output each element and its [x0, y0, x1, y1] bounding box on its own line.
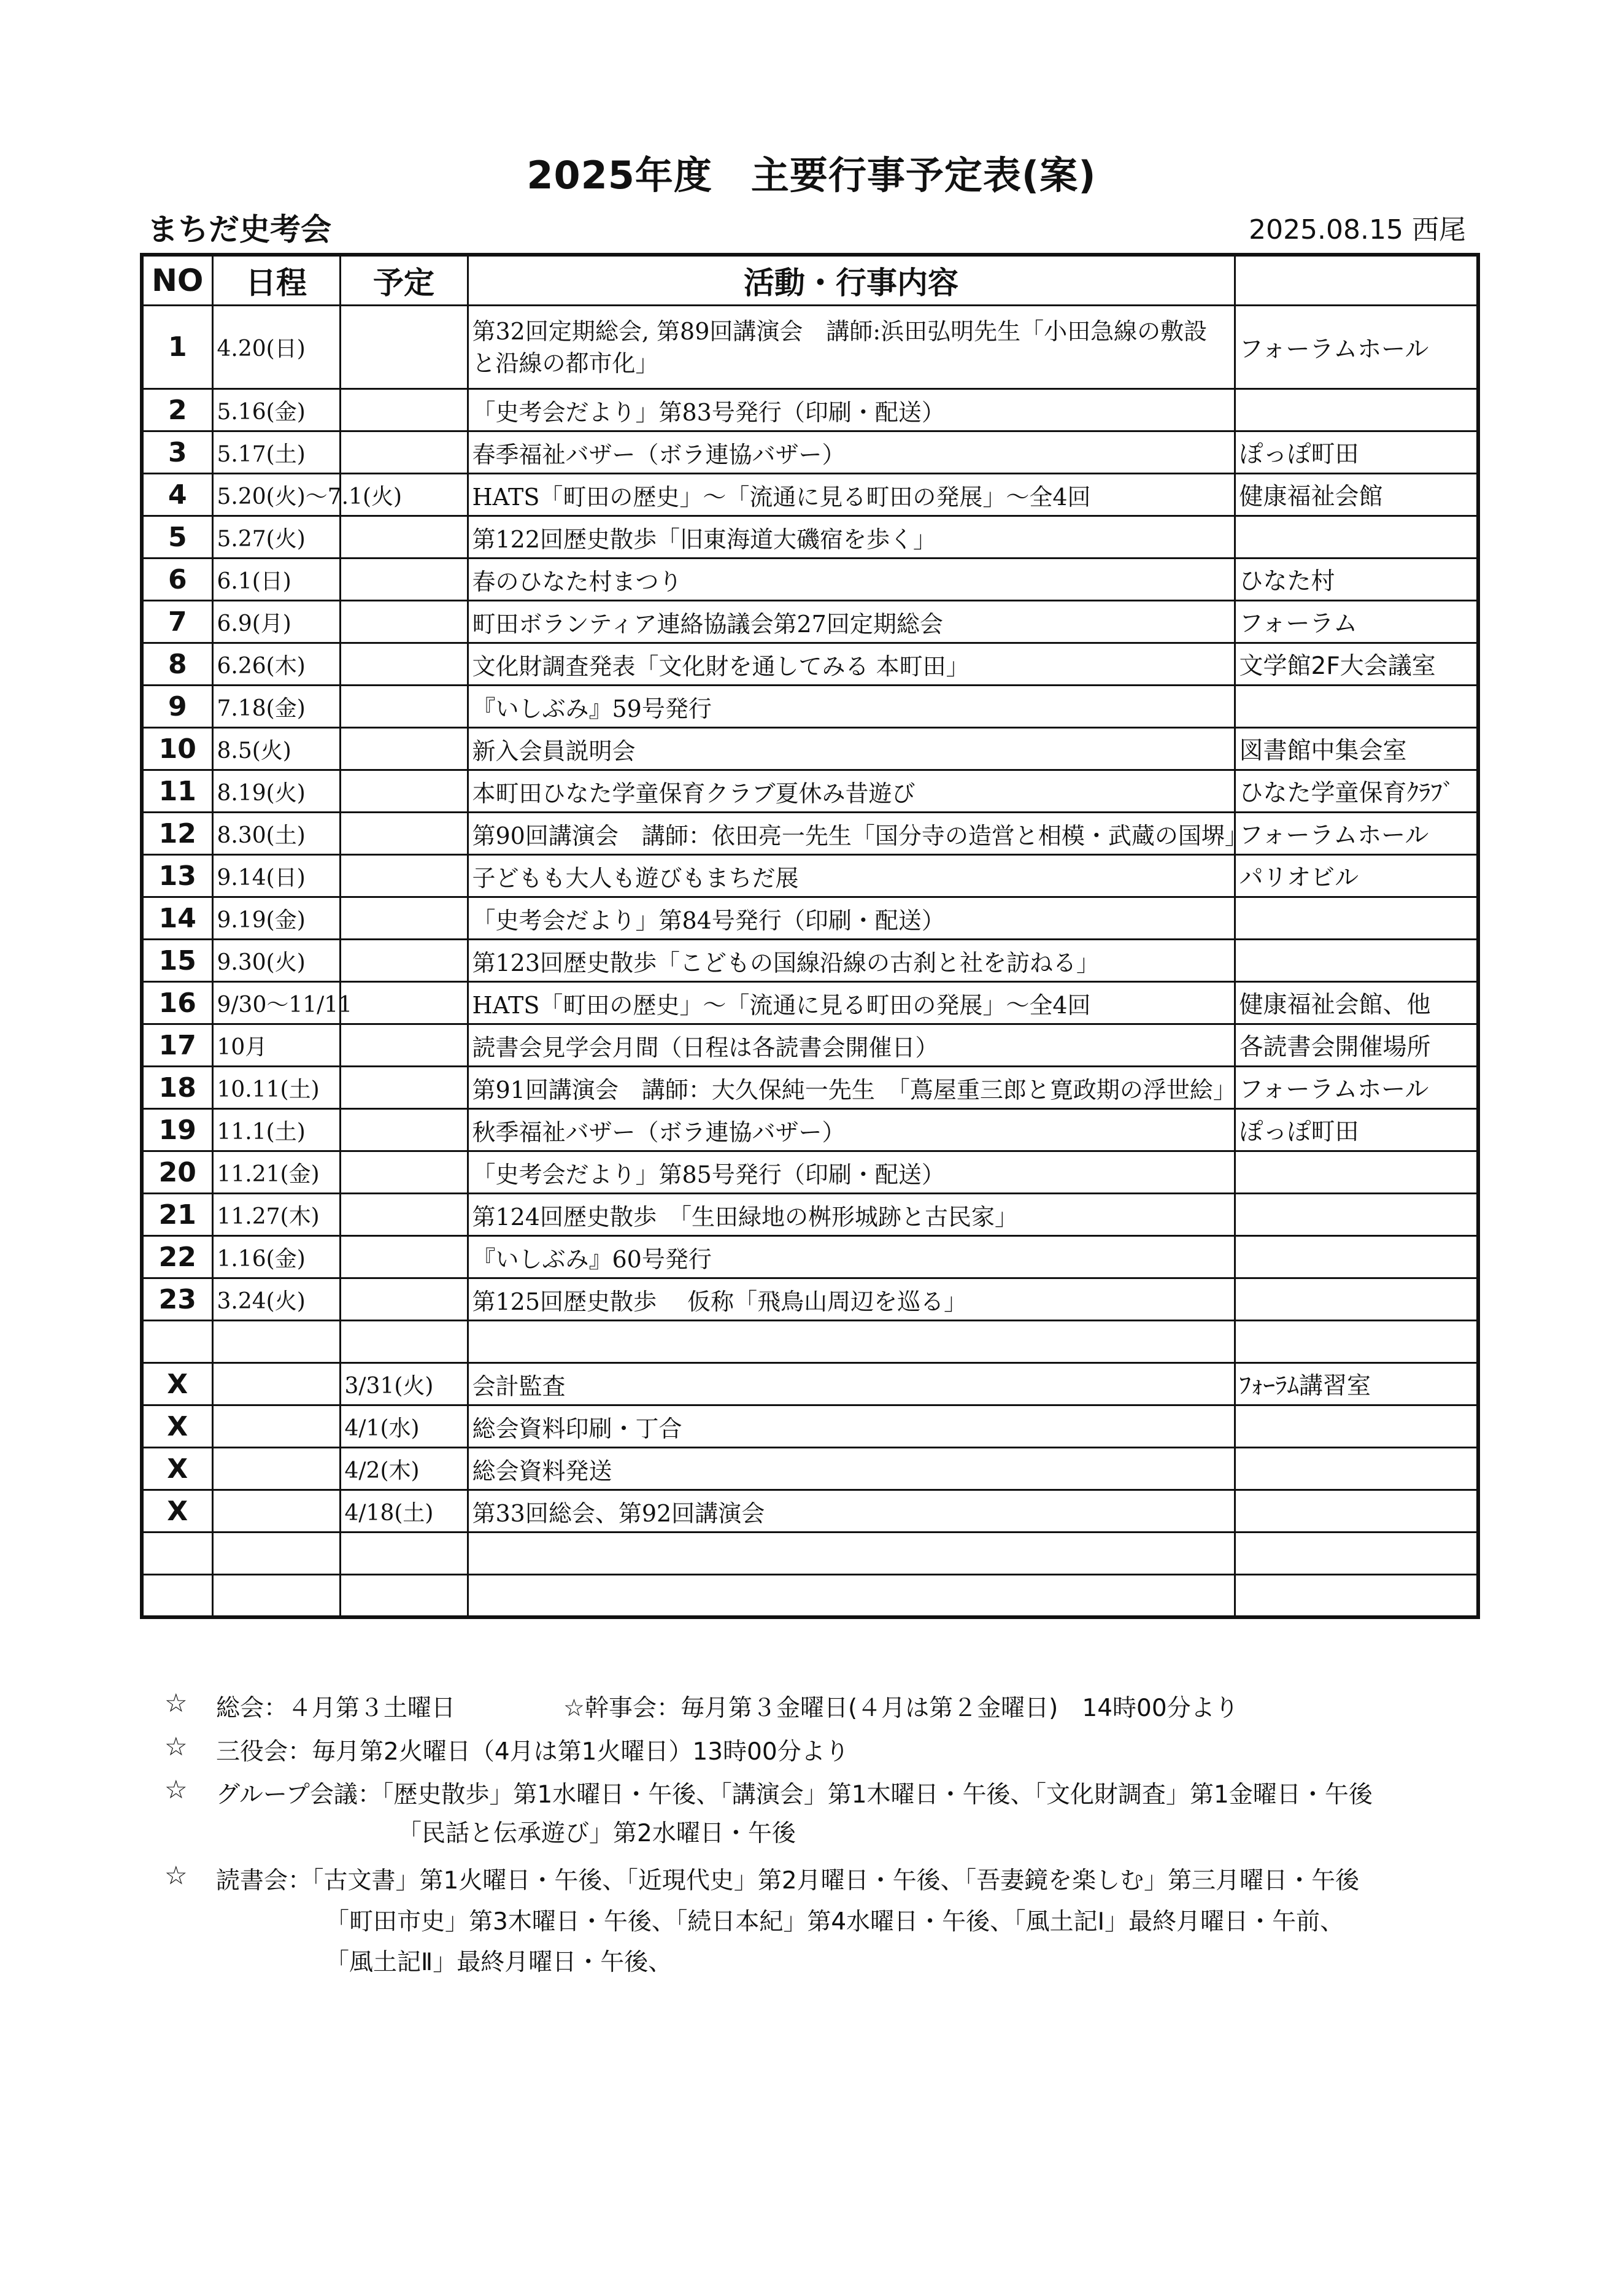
venue-cell — [1235, 1321, 1478, 1363]
activity-cell: 春季福祉バザー（ボラ連協バザー） — [468, 431, 1235, 474]
plan-cell — [340, 813, 468, 855]
activity-cell: HATS「町田の歴史」～「流通に見る町田の発展」～全4回 — [468, 982, 1235, 1024]
date-cell: 9.30(火) — [212, 940, 340, 982]
venue-cell: 健康福祉会館 — [1235, 474, 1478, 516]
activity-cell: 会計監査 — [468, 1363, 1235, 1405]
schedule-table — [140, 253, 1480, 1619]
no-cell: 15 — [142, 940, 212, 982]
blank-row — [142, 1575, 1478, 1617]
venue-cell — [1235, 1405, 1478, 1448]
date-cell: 5.20(火)～7.1(火) — [212, 474, 340, 516]
venue-cell: フォーラム — [1235, 601, 1478, 643]
date-cell: 11.21(金) — [212, 1151, 340, 1194]
no-cell: 3 — [142, 431, 212, 474]
venue-cell: 文学館2F大会議室 — [1235, 643, 1478, 686]
table-row — [142, 1109, 1478, 1151]
plan-cell — [340, 1194, 468, 1236]
venue-cell — [1235, 1194, 1478, 1236]
date-cell — [212, 1533, 340, 1575]
header-date: 日程 — [212, 255, 340, 306]
no-cell: 20 — [142, 1151, 212, 1194]
no-cell: 2 — [142, 389, 212, 431]
table-row — [142, 1490, 1478, 1533]
plan-cell — [340, 1067, 468, 1109]
date-cell: 6.26(木) — [212, 643, 340, 686]
plan-cell — [340, 643, 468, 686]
header-activity: 活動・行事内容 — [468, 255, 1235, 306]
plan-cell — [340, 516, 468, 559]
note-star-1: ☆ — [164, 1688, 188, 1718]
activity-cell: 『いしぶみ』60号発行 — [468, 1236, 1235, 1278]
table-row — [142, 813, 1478, 855]
note-general-meeting: 総会：４月第３土曜日 — [216, 1695, 456, 1722]
note-group-meetings-cont: 「民話と伝承遊び」第2水曜日・午後 — [398, 1820, 796, 1847]
plan-cell — [340, 431, 468, 474]
plan-cell — [340, 855, 468, 897]
venue-cell — [1235, 516, 1478, 559]
no-cell: 23 — [142, 1278, 212, 1321]
plan-cell — [340, 1278, 468, 1321]
date-cell — [212, 1448, 340, 1490]
activity-cell: 第123回歴史散歩「こどもの国線沿線の古刹と社を訪ねる」 — [468, 940, 1235, 982]
activity-cell: 「史考会だより」第85号発行（印刷・配送） — [468, 1151, 1235, 1194]
date-cell: 7.18(金) — [212, 686, 340, 728]
activity-cell: 総会資料発送 — [468, 1448, 1235, 1490]
venue-cell: ぽっぽ町田 — [1235, 431, 1478, 474]
venue-cell — [1235, 1278, 1478, 1321]
date-cell: 11.1(土) — [212, 1109, 340, 1151]
plan-cell: 3/31(火) — [340, 1363, 468, 1405]
table-row — [142, 897, 1478, 940]
note-officers-meeting: ☆幹事会：毎月第３金曜日(４月は第２金曜日) 14時00分より — [563, 1695, 1239, 1722]
date-cell: 6.9(月) — [212, 601, 340, 643]
table-row — [142, 982, 1478, 1024]
venue-cell — [1235, 389, 1478, 431]
venue-cell: ひなた学童保育ｸﾗﾌﾞ — [1235, 770, 1478, 813]
activity-cell: 第32回定期総会, 第89回講演会 講師:浜田弘明先生「小田急線の敷設と沿線の都市化」 — [468, 306, 1235, 389]
plan-cell — [340, 306, 468, 389]
table-row — [142, 1236, 1478, 1278]
venue-cell — [1235, 897, 1478, 940]
plan-cell — [340, 601, 468, 643]
blank-row — [142, 1533, 1478, 1575]
table-row — [142, 1067, 1478, 1109]
no-cell: 10 — [142, 728, 212, 770]
activity-cell: 子どもも大人も遊びもまちだ展 — [468, 855, 1235, 897]
venue-cell — [1235, 940, 1478, 982]
plan-cell: 4/1(水) — [340, 1405, 468, 1448]
plan-cell — [340, 1151, 468, 1194]
date-cell — [212, 1405, 340, 1448]
table-row — [142, 940, 1478, 982]
date-cell: 11.27(木) — [212, 1194, 340, 1236]
activity-cell: 「史考会だより」第84号発行（印刷・配送） — [468, 897, 1235, 940]
table-row — [142, 516, 1478, 559]
venue-cell — [1235, 1490, 1478, 1533]
note-group-meetings: グループ会議：「歴史散歩」第1水曜日・午後、「講演会」第1木曜日・午後、「文化財調査」第1金曜日・午後 — [216, 1781, 1373, 1809]
venue-cell: 図書館中集会室 — [1235, 728, 1478, 770]
no-cell: 9 — [142, 686, 212, 728]
date-cell: 4.20(日) — [212, 306, 340, 389]
date-cell: 9/30～11/11 — [212, 982, 340, 1024]
date-cell — [212, 1321, 340, 1363]
plan-cell — [340, 1024, 468, 1067]
venue-cell: 健康福祉会館、他 — [1235, 982, 1478, 1024]
venue-cell — [1235, 1448, 1478, 1490]
note-three-officers: 三役会：毎月第2火曜日（4月は第1火曜日）13時00分より — [216, 1738, 849, 1766]
table-row — [142, 728, 1478, 770]
activity-cell — [468, 1533, 1235, 1575]
table-row — [142, 1363, 1478, 1405]
plan-cell: 4/2(木) — [340, 1448, 468, 1490]
table-row — [142, 601, 1478, 643]
plan-cell — [340, 559, 468, 601]
activity-cell: 新入会員説明会 — [468, 728, 1235, 770]
date-cell: 5.27(火) — [212, 516, 340, 559]
activity-cell — [468, 1575, 1235, 1617]
date-cell: 8.5(火) — [212, 728, 340, 770]
no-cell: 18 — [142, 1067, 212, 1109]
date-cell: 9.19(金) — [212, 897, 340, 940]
no-cell: 6 — [142, 559, 212, 601]
header-row — [142, 255, 1478, 306]
no-cell: 17 — [142, 1024, 212, 1067]
date-cell — [212, 1575, 340, 1617]
no-cell: 21 — [142, 1194, 212, 1236]
no-cell — [142, 1575, 212, 1617]
venue-cell: ﾌｫｰﾗﾑ講習室 — [1235, 1363, 1478, 1405]
note-reading-groups-cont1: 「町田市史」第3木曜日・午後、「続日本紀」第4水曜日・午後、「風土記Ⅰ」最終月曜日・午前、 — [325, 1908, 1344, 1936]
activity-cell: 本町田ひなた学童保育クラブ夏休み昔遊び — [468, 770, 1235, 813]
table-row — [142, 855, 1478, 897]
activity-cell: 第125回歴史散歩 仮称「飛鳥山周辺を巡る」 — [468, 1278, 1235, 1321]
note-star-2: ☆ — [164, 1731, 188, 1761]
date-cell — [212, 1363, 340, 1405]
venue-cell — [1235, 1151, 1478, 1194]
date-cell: 10月 — [212, 1024, 340, 1067]
date-cell: 3.24(火) — [212, 1278, 340, 1321]
plan-cell — [340, 1533, 468, 1575]
date-cell: 10.11(土) — [212, 1067, 340, 1109]
table-row — [142, 1405, 1478, 1448]
date-cell: 8.19(火) — [212, 770, 340, 813]
plan-cell — [340, 1321, 468, 1363]
plan-cell: 4/18(土) — [340, 1490, 468, 1533]
date-cell: 5.17(土) — [212, 431, 340, 474]
plan-cell — [340, 1236, 468, 1278]
no-cell: 22 — [142, 1236, 212, 1278]
table-row — [142, 643, 1478, 686]
no-cell: X — [142, 1490, 212, 1533]
plan-cell — [340, 770, 468, 813]
no-cell: 12 — [142, 813, 212, 855]
no-cell: 8 — [142, 643, 212, 686]
date-cell: 9.14(日) — [212, 855, 340, 897]
activity-cell — [468, 1321, 1235, 1363]
activity-cell: 文化財調査発表「文化財を通してみる 本町田」 — [468, 643, 1235, 686]
table-row — [142, 474, 1478, 516]
plan-cell — [340, 389, 468, 431]
date-cell: 6.1(日) — [212, 559, 340, 601]
header-plan: 予定 — [340, 255, 468, 306]
header-no: NO — [142, 255, 212, 306]
no-cell: 4 — [142, 474, 212, 516]
table-row — [142, 1278, 1478, 1321]
no-cell: X — [142, 1363, 212, 1405]
no-cell: 11 — [142, 770, 212, 813]
table-row — [142, 686, 1478, 728]
activity-cell: 町田ボランティア連絡協議会第27回定期総会 — [468, 601, 1235, 643]
venue-cell: 各読書会開催場所 — [1235, 1024, 1478, 1067]
activity-cell: 第33回総会、第92回講演会 — [468, 1490, 1235, 1533]
organization-name: まちだ史考会 — [147, 212, 331, 247]
table-row — [142, 1024, 1478, 1067]
activity-cell: 総会資料印刷・丁合 — [468, 1405, 1235, 1448]
header-venue — [1235, 255, 1478, 306]
note-reading-groups-cont2: 「風土記Ⅱ」最終月曜日・午後、 — [325, 1949, 673, 1976]
venue-cell: パリオビル — [1235, 855, 1478, 897]
no-cell: 1 — [142, 306, 212, 389]
note-star-4: ☆ — [164, 1860, 188, 1890]
no-cell: X — [142, 1405, 212, 1448]
plan-cell — [340, 1109, 468, 1151]
blank-row — [142, 1321, 1478, 1363]
note-star-3: ☆ — [164, 1774, 188, 1804]
no-cell: 7 — [142, 601, 212, 643]
table-row — [142, 559, 1478, 601]
plan-cell — [340, 897, 468, 940]
activity-cell: HATS「町田の歴史」～「流通に見る町田の発展」～全4回 — [468, 474, 1235, 516]
venue-cell — [1235, 1236, 1478, 1278]
no-cell — [142, 1533, 212, 1575]
activity-cell: 読書会見学会月間（日程は各読書会開催日） — [468, 1024, 1235, 1067]
no-cell: 14 — [142, 897, 212, 940]
table-row — [142, 1151, 1478, 1194]
activity-cell: 「史考会だより」第83号発行（印刷・配送） — [468, 389, 1235, 431]
plan-cell — [340, 1575, 468, 1617]
plan-cell — [340, 982, 468, 1024]
date-cell — [212, 1490, 340, 1533]
no-cell: 16 — [142, 982, 212, 1024]
table-row — [142, 770, 1478, 813]
table-row — [142, 1448, 1478, 1490]
note-reading-groups: 読書会：「古文書」第1火曜日・午後、「近現代史」第2月曜日・午後、「吾妻鏡を楽しむ」第三月曜日・午後 — [216, 1867, 1360, 1895]
activity-cell: 春のひなた村まつり — [468, 559, 1235, 601]
activity-cell: 第90回講演会 講師：依田亮一先生「国分寺の造営と相模・武蔵の国堺」 — [468, 813, 1235, 855]
table-row — [142, 389, 1478, 431]
date-cell: 5.16(金) — [212, 389, 340, 431]
venue-cell — [1235, 686, 1478, 728]
plan-cell — [340, 728, 468, 770]
activity-cell: 秋季福祉バザー（ボラ連協バザー） — [468, 1109, 1235, 1151]
activity-cell: 第122回歴史散歩「旧東海道大磯宿を歩く」 — [468, 516, 1235, 559]
plan-cell — [340, 686, 468, 728]
table-row — [142, 306, 1478, 389]
venue-cell: ぽっぽ町田 — [1235, 1109, 1478, 1151]
activity-cell: 第124回歴史散歩 「生田緑地の桝形城跡と古民家」 — [468, 1194, 1235, 1236]
no-cell: 19 — [142, 1109, 212, 1151]
date-cell: 8.30(土) — [212, 813, 340, 855]
activity-cell: 第91回講演会 講師：大久保純一先生 「蔦屋重三郎と寛政期の浮世絵」 — [468, 1067, 1235, 1109]
venue-cell — [1235, 1575, 1478, 1617]
venue-cell: ひなた村 — [1235, 559, 1478, 601]
activity-cell: 『いしぶみ』59号発行 — [468, 686, 1235, 728]
venue-cell: フォーラムホール — [1235, 1067, 1478, 1109]
no-cell: X — [142, 1448, 212, 1490]
table-row — [142, 431, 1478, 474]
no-cell: 5 — [142, 516, 212, 559]
venue-cell — [1235, 1533, 1478, 1575]
date-cell: 1.16(金) — [212, 1236, 340, 1278]
plan-cell — [340, 940, 468, 982]
document-title: 2025年度 主要行事予定表(案) — [526, 153, 1097, 198]
venue-cell: フォーラムホール — [1235, 813, 1478, 855]
table-row — [142, 1194, 1478, 1236]
venue-cell: フォーラムホール — [1235, 306, 1478, 389]
no-cell — [142, 1321, 212, 1363]
no-cell: 13 — [142, 855, 212, 897]
document-date-author: 2025.08.15 西尾 — [1249, 214, 1466, 245]
